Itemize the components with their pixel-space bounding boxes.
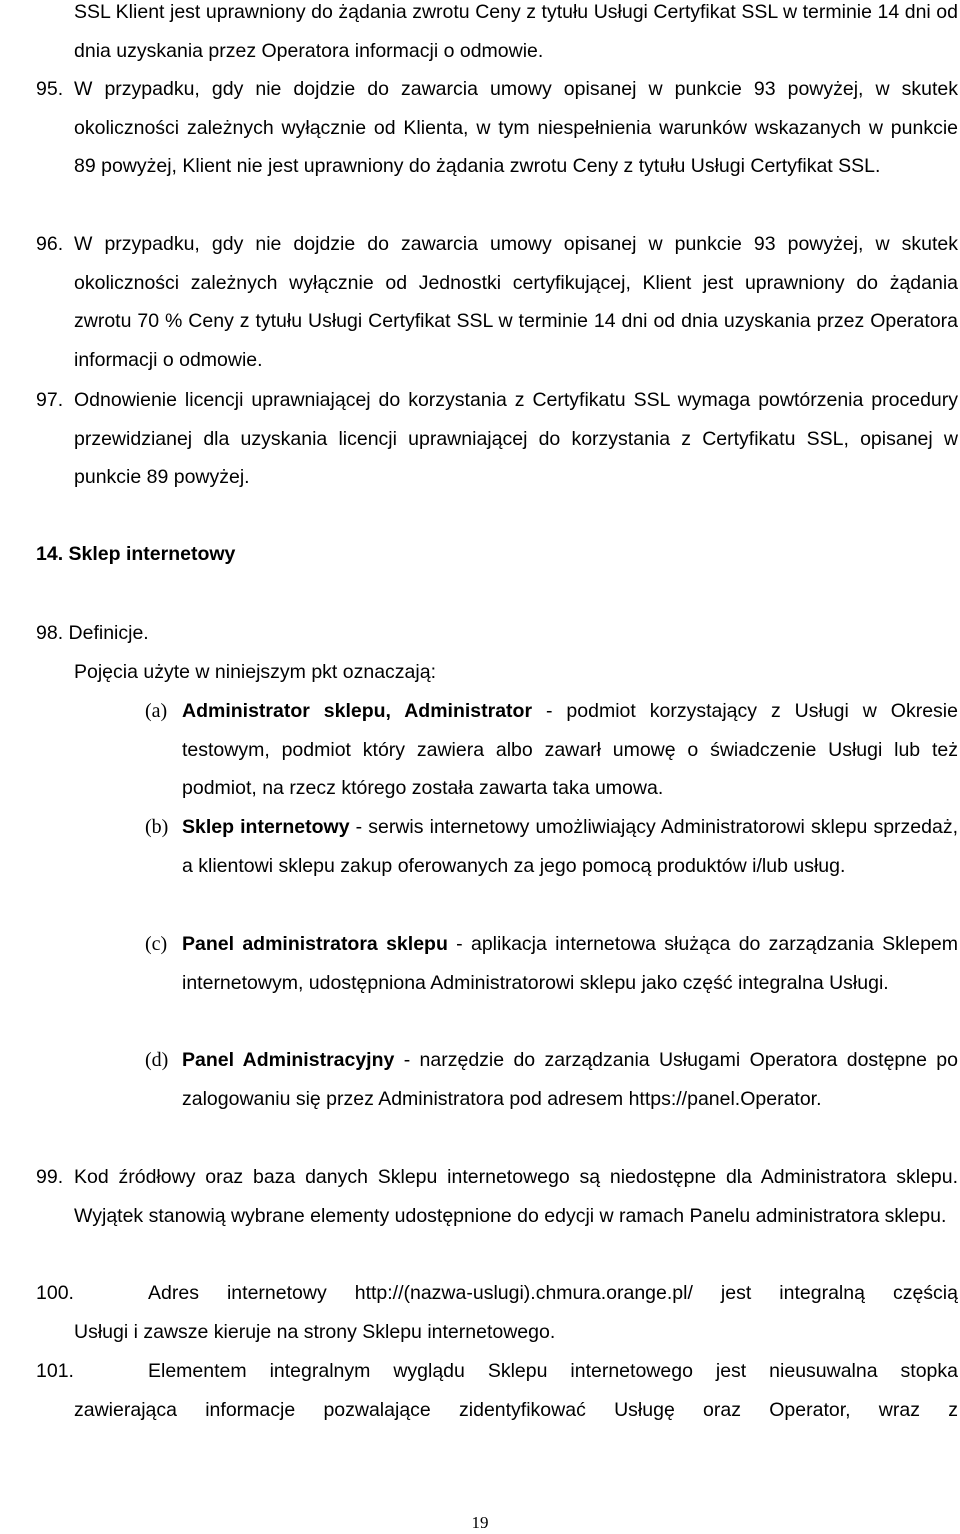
item-number: 96. <box>36 233 64 255</box>
definition-text <box>182 808 958 885</box>
item-continuation <box>74 1391 958 1430</box>
section-heading: 14. Sklep internetowy <box>36 543 236 565</box>
page-number: 19 <box>471 1513 489 1532</box>
item-first-line <box>148 1274 958 1313</box>
item-number: 101. <box>36 1360 74 1382</box>
definitions-intro: Pojęcia użyte w niniejszym pkt oznaczają: <box>74 661 436 683</box>
paragraph-text: SSL Klient jest uprawniony do żądania zwrotu Ceny z tytułu Usługi Certyfikat SSL w terminie 14 dni od dnia uzyskania przez Operatora informacji o odmowie. <box>74 1 958 62</box>
definition-text <box>182 1041 958 1118</box>
definition-desc: - podmiot korzystający z Usługi w Okresie testowym, podmiot który zawiera albo zawarł umowę o świadczenie Usługi lub też podmiot, na rzecz którego została zawarta taka umowa. <box>182 700 958 800</box>
list-item-97 <box>36 381 958 501</box>
item-text: Adres internetowy http://(nazwa-uslugi).chmura.orange.pl/ jest integralną częścią <box>148 1282 958 1304</box>
definition-letter: (c) <box>145 933 168 955</box>
item-first-line <box>148 1352 958 1391</box>
list-item-99 <box>36 1158 958 1278</box>
definition-text <box>182 925 958 1002</box>
definition-term: Sklep internetowy <box>182 816 350 838</box>
item-number: 95. <box>36 78 64 100</box>
definitions-title: 98. Definicje. <box>36 622 149 644</box>
definition-text <box>182 692 958 808</box>
definition-desc: - aplikacja internetowa służąca do zarządzania Sklepem internetowym, udostępniona Administratorowi sklepu jako część integralna Usługi. <box>182 933 959 994</box>
definition-term: Panel Administracyjny <box>182 1049 395 1071</box>
list-item-96 <box>36 225 958 385</box>
definition-letter: (a) <box>145 700 168 722</box>
paragraph-continuation <box>74 0 958 70</box>
item-text: Kod źródłowy oraz baza danych Sklepu internetowego są niedostępne dla Administratora sklepu. Wyjątek stanowią wybrane elementy udostępnione do edycji w ramach Panelu administratora sklepu. <box>74 1166 958 1227</box>
item-text: W przypadku, gdy nie dojdzie do zawarcia umowy opisanej w punkcie 93 powyżej, w skutek okoliczności zależnych wyłącznie od Klienta, w tym niespełnienia warunków wskazanych w punkcie 89 powyżej, Klient nie jest uprawniony do żądania zwrotu Ceny z tytułu Usługi Certyfikat SSL. <box>74 78 958 178</box>
item-text: Odnowienie licencji uprawniającej do korzystania z Certyfikatu SSL wymaga powtórzenia procedury przewidzianej dla uzyskania licencji uprawniającej do korzystania z Certyfikatu SSL, opisanej w punkcie 89 powyżej. <box>74 389 958 489</box>
item-text: Elementem integralnym wyglądu Sklepu internetowego jest nieusuwalna stopka <box>148 1360 958 1382</box>
definition-desc: - serwis internetowy umożliwiający Administratorowi sklepu sprzedaż, a klientowi sklepu zakup oferowanych za jego pomocą produktów i/lub usług. <box>182 816 958 877</box>
definition-term: Administrator sklepu, Administrator <box>182 700 533 722</box>
definition-term: Panel administratora sklepu <box>182 933 448 955</box>
list-item-101 <box>36 1352 958 1432</box>
item-continuation: Usługi i zawsze kieruje na strony Sklepu internetowego. <box>74 1320 556 1343</box>
item-text: W przypadku, gdy nie dojdzie do zawarcia umowy opisanej w punkcie 93 powyżej, w skutek okoliczności zależnych wyłącznie od Jednostki certyfikującej, Klient jest uprawniony do żądania zwrotu 70 % Ceny z tytułu Usługi Certyfikat SSL w terminie 14 dni od dnia uzyskania przez Operatora informacji o odmowie. <box>74 233 958 372</box>
item-number: 99. <box>36 1166 64 1188</box>
definition-desc: - narzędzie do zarządzania Usługami Operatora dostępne po zalogowaniu się przez Administratora pod adresem https://panel.Operator. <box>182 1049 959 1110</box>
list-item-95 <box>36 70 958 230</box>
definition-letter: (d) <box>145 1049 169 1071</box>
definition-letter: (b) <box>145 816 169 838</box>
item-number: 100. <box>36 1282 74 1304</box>
item-number: 97. <box>36 389 64 411</box>
item-text: zawierająca informacje pozwalające zidentyfikować Usługę oraz Operator, wraz z <box>74 1398 958 1421</box>
list-item-100 <box>36 1274 958 1354</box>
